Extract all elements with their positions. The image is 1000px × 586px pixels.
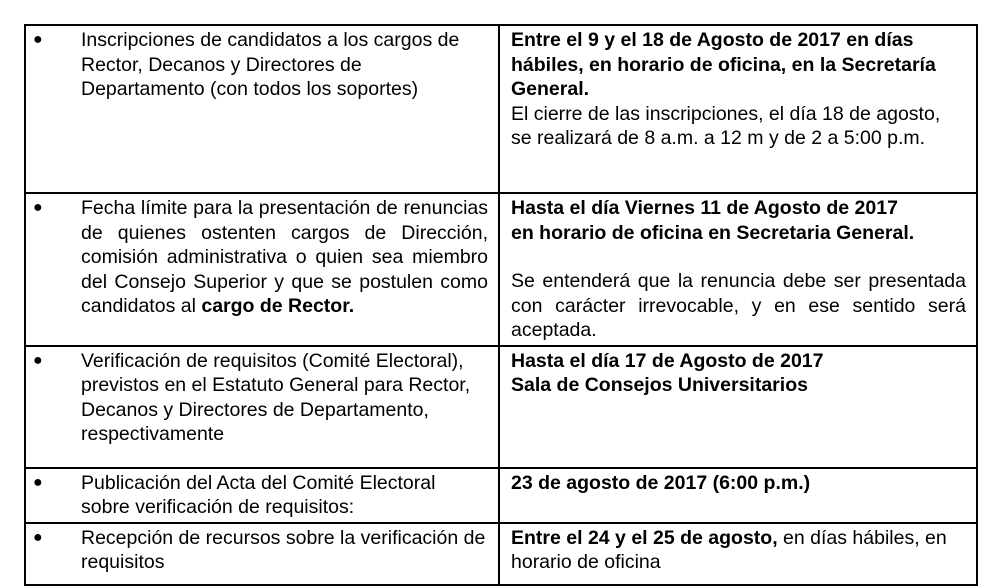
detail-cell: [499, 468, 977, 523]
detail-date: Hasta el día Viernes 11 de Agosto de 2017: [511, 197, 898, 219]
bullet-icon: ●: [33, 473, 43, 491]
table-row: [25, 523, 977, 585]
table-row: [25, 468, 977, 523]
bullet-icon: ●: [33, 31, 43, 48]
activity-text: Recepción de recursos sobre la verificación de requisitos: [81, 526, 486, 573]
bullet-icon: ●: [33, 199, 43, 216]
activity-text: Publicación del Acta del Comité Electoral sobre verificación de requisitos:: [81, 471, 436, 518]
activity-text: Fecha límite para la presentación de renuncias de quienes ostenten cargos de Dirección, comisión administrativa o quien sea miembro del Consejo Superior y que se postulen como candidatos al: [81, 197, 488, 317]
detail-location: Sala de Consejos Universitarios: [511, 374, 808, 396]
activity-emphasis: cargo de Rector.: [201, 295, 355, 317]
election-schedule-table: [24, 24, 978, 586]
detail-cell: [499, 346, 977, 468]
activity-cell: [25, 193, 499, 346]
detail-date: Entre el 24 y el 25 de agosto,: [511, 526, 778, 549]
activity-cell: [25, 523, 499, 585]
table-row: [25, 25, 977, 193]
detail-cell: [499, 25, 977, 193]
activity-text: Verificación de requisitos (Comité Electoral), previstos en el Estatuto General para Rector, Decanos y Directores de Departamento, respectivamente: [81, 349, 471, 445]
activity-cell: [25, 468, 499, 523]
detail-cell: [499, 193, 977, 346]
activity-text: Inscripciones de candidatos a los cargos de Rector, Decanos y Directores de Departamento (con todos los soportes): [81, 29, 460, 100]
detail-note: El cierre de las inscripciones, el día 18 de agosto, se realizará de 8 a.m. a 12 m y de 2 a 5:00 p.m.: [511, 102, 941, 149]
detail-date: Entre el 9 y el 18 de Agosto de 2017 en días hábiles, en horario de oficina, en la Secretaría General.: [511, 29, 936, 100]
detail-date: Hasta el día 17 de Agosto de 2017: [511, 349, 824, 372]
activity-cell: [25, 25, 499, 193]
detail-note: Se entenderá que la renuncia debe ser presentada con carácter irrevocable, y en ese sentido será aceptada.: [511, 270, 966, 341]
table-row: [25, 346, 977, 468]
table-row: [25, 193, 977, 346]
detail-note: en días hábiles, en horario de oficina: [511, 526, 947, 573]
detail-date: 23 de agosto de 2017 (6:00 p.m.): [511, 471, 811, 494]
bullet-icon: ●: [33, 528, 43, 546]
bullet-icon: ●: [33, 351, 43, 369]
activity-cell: [25, 346, 499, 468]
detail-location: en horario de oficina en Secretaria General.: [511, 221, 915, 244]
detail-cell: [499, 523, 977, 585]
